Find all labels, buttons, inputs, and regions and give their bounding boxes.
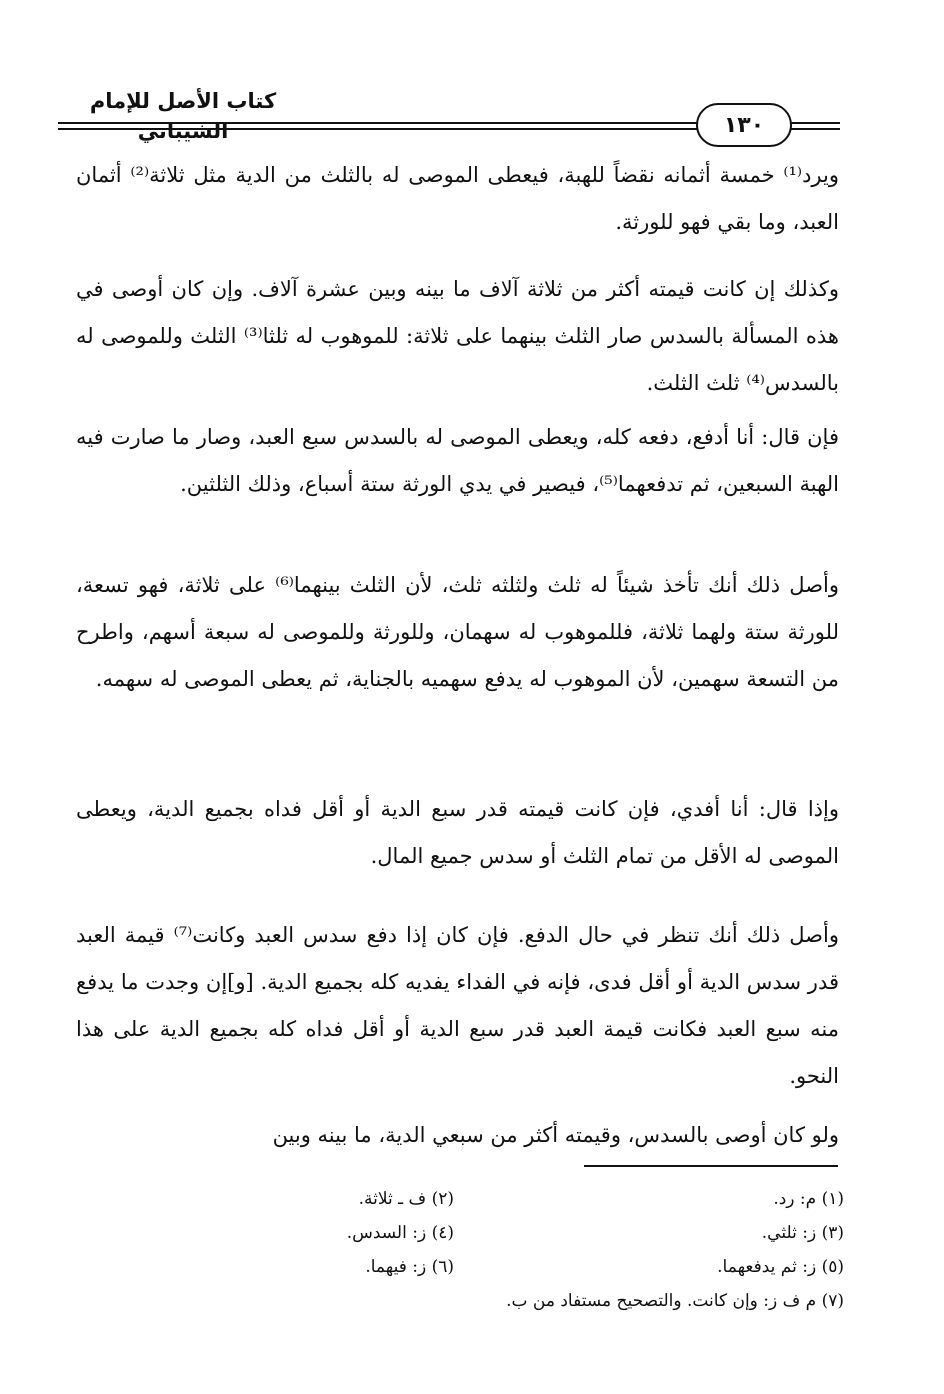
footnote-separator — [584, 1165, 838, 1167]
paragraph: وإذا قال: أنا أفدي، فإن كانت قيمته قدر سبع الدية أو أقل فداه بجميع الدية، ويعطى الموصى له الأقل من تمام الثلث أو سدس جميع المال. — [76, 797, 839, 868]
footnote-item: (٦) ز: فيهما. — [365, 1257, 454, 1277]
paragraph: وكذلك إن كانت قيمته أكثر من ثلاثة آلاف ما بينه وبين عشرة آلاف. وإن كان أوصى في هذه المسألة بالسدس صار الثلث بينهما على ثلاثة: للموهوب له ثلثا⁽³⁾ الثلث وللموصى له بالسدس⁽⁴⁾ ثلث الثلث. — [76, 277, 839, 395]
paragraph: فإن قال: أنا أدفع، دفعه كله، ويعطى الموصى له بالسدس سبع العبد، وصار ما صارت فيه الهبة السبعين، ثم تدفعهما⁽⁵⁾، فيصير في يدي الورثة ستة أسباع، وذلك الثلثين. — [76, 425, 839, 496]
footnote-item: (٢) ف ـ ثلاثة. — [358, 1189, 454, 1209]
page-number-badge — [696, 103, 792, 147]
footnote-item: (١) م: رد. — [773, 1189, 844, 1209]
page-number: ١٣٠ — [723, 112, 765, 138]
footnote-item: (٥) ز: ثم يدفعهما. — [717, 1257, 844, 1277]
paragraph: ولو كان أوصى بالسدس، وقيمته أكثر من سبعي الدية، ما بينه وبين — [272, 1123, 839, 1147]
paragraph: وأصل ذلك أنك تأخذ شيئاً له ثلث ولثلثه ثلث، لأن الثلث بينهما⁽⁶⁾ على ثلاثة، فهو تسعة، للورثة ستة ولهما ثلاثة، فللموهوب له سهمان، وللورثة وللموصى له سبعة أسهم، واطرح من التسعة سهمين، لأن الموهوب له يدفع سهميه بالجناية، ثم يعطى الموصى له سهمه. — [76, 573, 839, 691]
header-rule-stub-bottom — [790, 128, 840, 130]
footnote-item: (٤) ز: السدس. — [346, 1223, 454, 1243]
paragraph: وأصل ذلك أنك تنظر في حال الدفع. فإن كان إذا دفع سدس العبد وكانت⁽⁷⁾ قيمة العبد قدر سدس الدية أو أقل فدى، فإنه في الفداء يفديه كله بجميع الدية. [و]إن وجدت ما يدفع منه سبع العبد فكانت قيمة العبد قدر سبع الدية أو أقل فداه كله بجميع الدية على هذا النحو. — [76, 923, 839, 1088]
running-header-title: كتاب الأصل للإمام الشيباني — [89, 89, 277, 143]
footnote-item: (٧) م ف ز: وإن كانت. والتصحيح مستفاد من ب. — [506, 1291, 844, 1311]
header-rule-stub-top — [790, 122, 840, 124]
paragraph: ويرد⁽¹⁾ خمسة أثمانه نقضاً للهبة، فيعطى الموصى له بالثلث من الدية مثل ثلاثة⁽²⁾ أثمان العبد، وما بقي فهو للورثة. — [76, 163, 839, 234]
footnote-item: (٣) ز: ثلثي. — [761, 1223, 844, 1243]
